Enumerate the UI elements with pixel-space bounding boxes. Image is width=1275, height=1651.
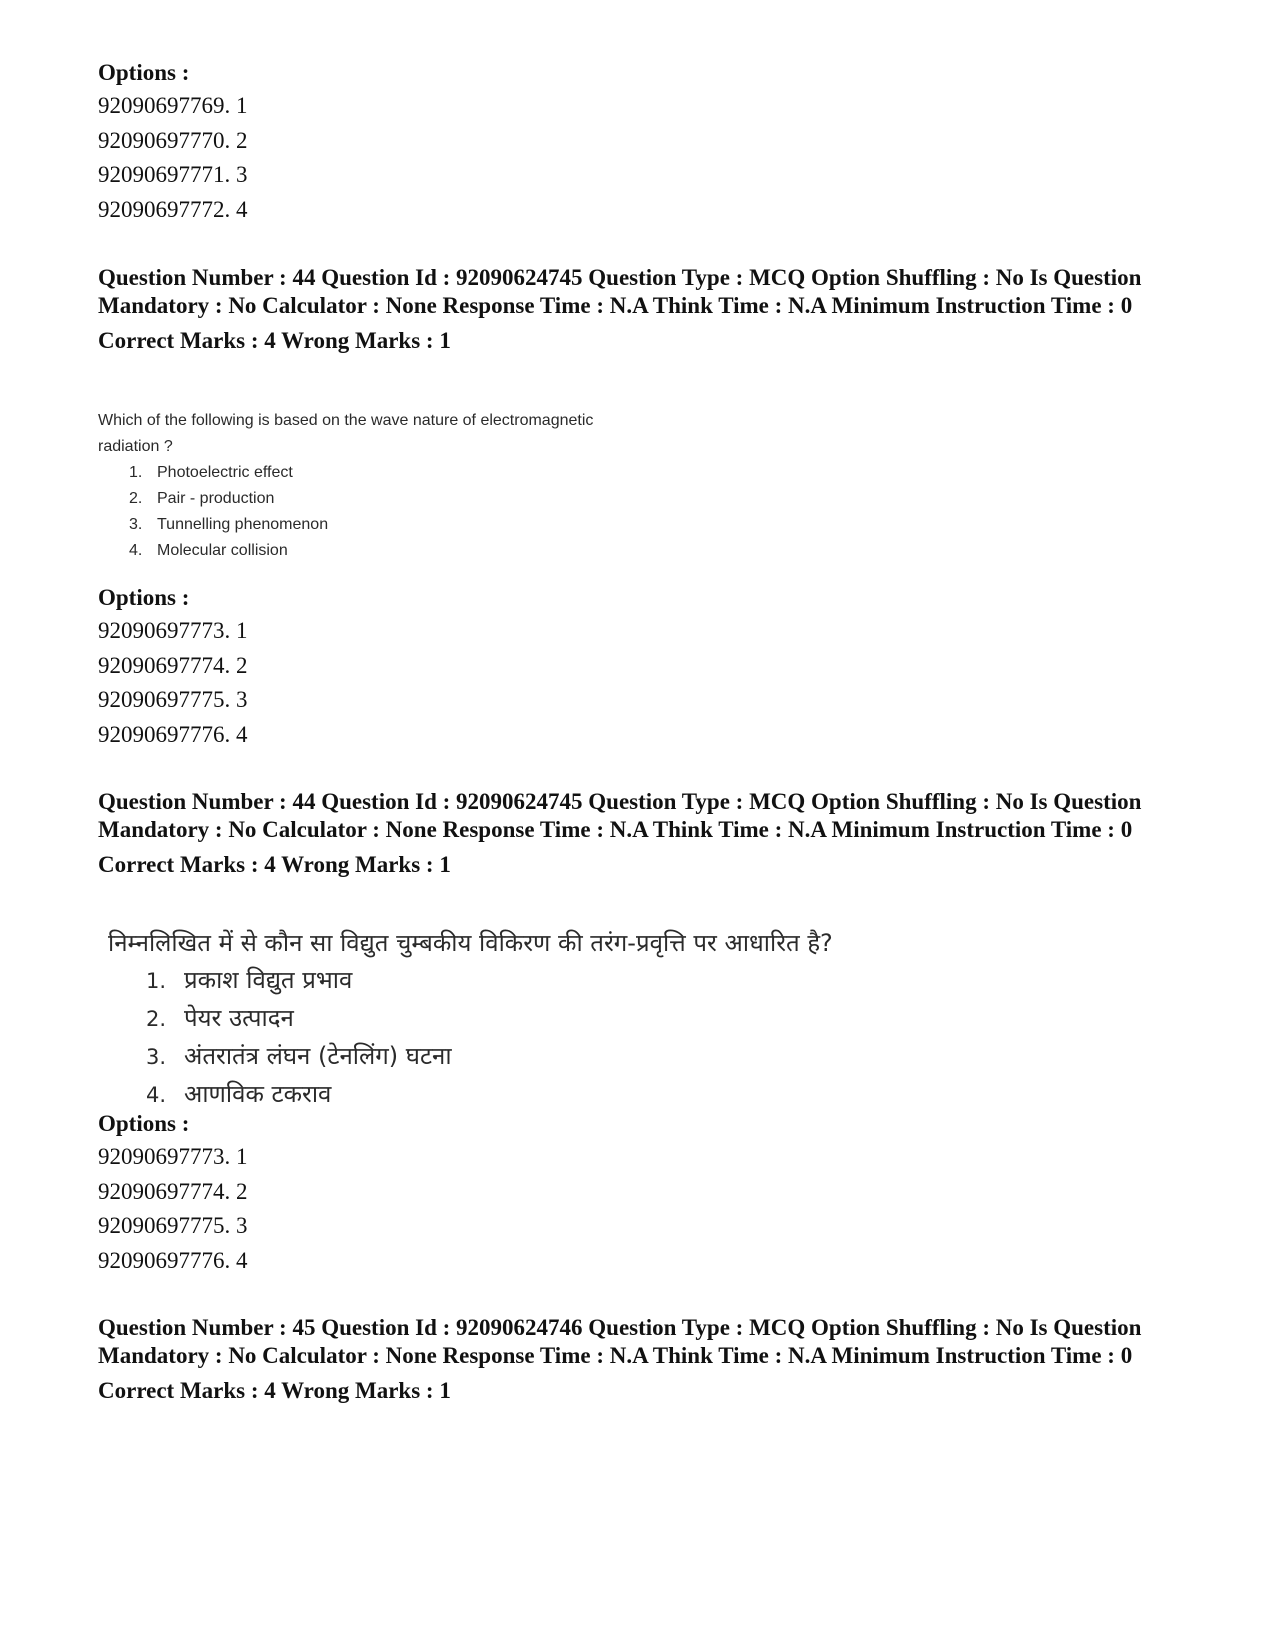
options-block-q44-en <box>98 583 248 752</box>
question-meta: Question Number : 44 Question Id : 92090624745 Question Type : MCQ Option Shuffling : No Is Question Mandatory : No Calculator : None Response Time : N.A Think Time : N.A Minimum Instruction Time : 0 <box>98 789 1142 842</box>
choice-list <box>98 962 833 1114</box>
question-marks: Correct Marks : 4 Wrong Marks : 1 <box>98 328 451 353</box>
option-item: 92090697771. 3 <box>98 162 248 187</box>
options-list <box>98 1140 248 1278</box>
options-heading: Options : <box>98 1111 190 1136</box>
option-item: 92090697775. 3 <box>98 687 248 712</box>
question-44-en <box>98 264 1168 356</box>
options-list <box>98 614 248 752</box>
option-item: 92090697773. 1 <box>98 1144 248 1169</box>
options-block-q44-hi <box>98 1109 248 1278</box>
choice-item: 4. आणविक टकराव <box>146 1080 332 1108</box>
choice-list <box>98 460 658 564</box>
option-item: 92090697772. 4 <box>98 196 248 222</box>
choice-item: 4. Molecular collision <box>129 542 288 559</box>
option-item: 92090697776. 4 <box>98 721 248 747</box>
choice-item: 2. पेयर उत्पादन <box>146 1004 294 1032</box>
options-heading: Options : <box>98 60 190 85</box>
question-stem: Which of the following is based on the wave nature of electromagnetic radiation ? <box>98 412 594 455</box>
question-marks: Correct Marks : 4 Wrong Marks : 1 <box>98 1378 451 1403</box>
options-list <box>98 89 248 227</box>
question-44-hi-body <box>98 924 833 1114</box>
question-44-hi <box>98 788 1168 880</box>
options-block-prev <box>98 58 248 227</box>
option-item: 92090697770. 2 <box>98 127 248 153</box>
question-stem: निम्नलिखित में से कौन सा विद्युत चुम्बकीय विकिरण की तरंग-प्रवृत्ति पर आधारित है? <box>108 929 833 957</box>
question-45 <box>98 1314 1168 1406</box>
choice-item: 1. Photoelectric effect <box>129 464 293 481</box>
question-meta: Question Number : 45 Question Id : 92090624746 Question Type : MCQ Option Shuffling : No Is Question Mandatory : No Calculator : None Response Time : N.A Think Time : N.A Minimum Instruction Time : 0 <box>98 1315 1142 1368</box>
option-item: 92090697774. 2 <box>98 1178 248 1204</box>
option-item: 92090697773. 1 <box>98 618 248 643</box>
option-item: 92090697776. 4 <box>98 1247 248 1273</box>
question-44-en-body <box>98 408 658 564</box>
question-marks: Correct Marks : 4 Wrong Marks : 1 <box>98 852 451 877</box>
option-item: 92090697769. 1 <box>98 93 248 118</box>
choice-item: 1. प्रकाश विद्युत प्रभाव <box>146 966 353 994</box>
option-item: 92090697774. 2 <box>98 652 248 678</box>
question-meta: Question Number : 44 Question Id : 92090624745 Question Type : MCQ Option Shuffling : No Is Question Mandatory : No Calculator : None Response Time : N.A Think Time : N.A Minimum Instruction Time : 0 <box>98 265 1142 318</box>
choice-item: 3. Tunnelling phenomenon <box>129 516 329 533</box>
choice-item: 2. Pair - production <box>129 490 275 507</box>
option-item: 92090697775. 3 <box>98 1213 248 1238</box>
choice-item: 3. अंतरातंत्र लंघन (टेनलिंग) घटना <box>146 1042 452 1070</box>
options-heading: Options : <box>98 585 190 610</box>
